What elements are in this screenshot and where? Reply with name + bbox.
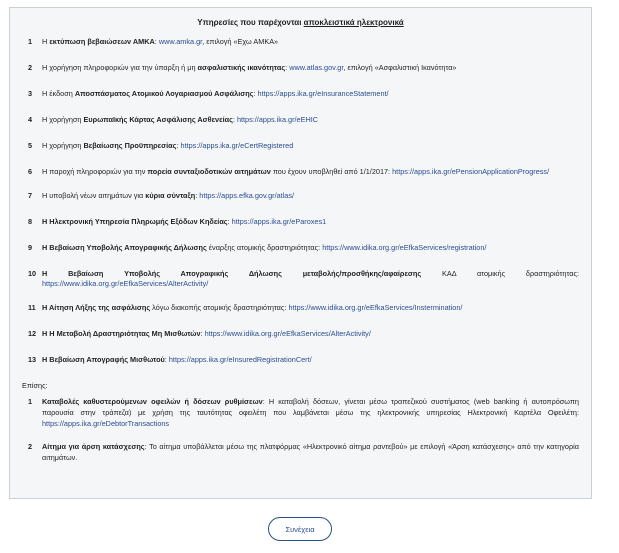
item-post: , επιλογή «Εχω ΑΜΚΑ» (202, 37, 279, 46)
item-bold-label: Αίτημα για άρση κατάσχεσης (42, 441, 145, 451)
service-item-number: 5 (28, 141, 33, 150)
item-bold-label: Η Βεβαίωση Απογραφής Μισθωτού (42, 354, 165, 364)
item-bold-label: Αποσπάσματος Ατομικού Λογαριασμού Ασφάλισης (74, 89, 254, 98)
item-mid: ΚΑΔ ατομικής δραστηριότητας: (421, 268, 579, 278)
item-bold-label: Ευρωπαϊκής Κάρτας Ασφάλισης Ασθενείας (83, 115, 233, 124)
service-item (22, 191, 579, 202)
extra-item (22, 396, 579, 429)
services-list (22, 37, 579, 365)
service-item (22, 89, 579, 100)
item-link[interactable]: https://apps.ika.gr/eInsuranceStatement/ (257, 89, 389, 98)
item-bold-label: ασφαλιστικής ικανότητας (197, 63, 286, 72)
item-mid: : (253, 89, 258, 98)
item-pre: Η χορήγηση (42, 115, 84, 124)
service-item-number: 7 (28, 190, 33, 200)
service-item-text (42, 329, 579, 340)
item-pre: Η παροχή πληροφοριών για την (42, 167, 148, 176)
item-bold-label: Καταβολές καθυστερούμενων οφειλών ή δόσεων ρυθμίσεων (42, 396, 263, 406)
item-link[interactable]: https://apps.ika.gr/ePensionApplicationProgress/ (392, 167, 550, 176)
item-pre: Η χορήγηση πληροφοριών για την ύπαρξη ή μη (42, 63, 198, 72)
service-item-text (42, 141, 579, 152)
item-pre: Η υποβολή νέων αιτημάτων για (42, 190, 146, 200)
service-item-number: 13 (28, 354, 37, 364)
service-item-text (42, 89, 579, 100)
service-item-number: 12 (28, 328, 37, 338)
service-item-text (42, 303, 579, 314)
service-item-number: 3 (28, 89, 33, 98)
item-link[interactable]: https://www.idika.org.gr/eEfkaServices/Instermination/ (288, 302, 463, 312)
extra-item (22, 441, 579, 463)
item-mid: : (200, 328, 205, 338)
service-item (22, 303, 579, 314)
service-item-text (42, 217, 579, 228)
item-mid: : (164, 354, 169, 364)
service-item-text (42, 355, 579, 366)
service-item-number: 10 (28, 268, 37, 278)
item-bold-label: Η Βεβαίωση Υποβολής Απογραφικής Δήλωσης μεταβολής/προσθήκης/αφαίρεσης (42, 268, 422, 278)
service-item (22, 355, 579, 366)
item-mid: : (227, 216, 232, 226)
services-panel (9, 7, 592, 499)
item-bold-label: Βεβαίωσης Προϋπηρεσίας (83, 141, 177, 150)
item-mid: : (154, 37, 159, 46)
item-pre: Η χορήγηση (42, 141, 84, 150)
service-item-text (42, 37, 579, 48)
service-item (22, 63, 579, 74)
item-mid: : (176, 141, 181, 150)
item-post: , επιλογή «Ασφαλιστική Ικανότητα» (343, 63, 457, 72)
item-bold-label: Η Αίτηση Λήξης της ασφάλισης (42, 302, 151, 312)
service-item-text (42, 243, 579, 254)
service-item (22, 167, 579, 178)
item-mid: που έχουν υποβληθεί από 1/1/2017: (270, 167, 393, 176)
item-mid: : Η καταβολή δόσεων, γίνεται μέσω τραπεζικού συστήματος (web banking ή αυτοπρόσωπη παρουσία στην τράπεζα) με χρήση της ταυτότητας οφειλέτη που λαμβάνεται μέσω της ηλεκτρονικής υπηρεσίας Ηλεκτρονική Καρτέλα Οφειλέτη: (42, 396, 579, 417)
item-bold-label: εκτύπωση βεβαιώσεων ΑΜΚΑ (49, 37, 155, 46)
item-link[interactable]: https://www.idika.org.gr/eEfkaServices/registration/ (322, 242, 487, 252)
item-mid: : (285, 63, 290, 72)
extra-item-number: 2 (28, 441, 33, 451)
item-pre: Η (42, 37, 50, 46)
extra-item-text (42, 441, 579, 463)
item-mid: λόγω διακοπής ατομικής δραστηριότητας: (150, 302, 289, 312)
item-mid: : (232, 115, 237, 124)
service-item-text (42, 191, 579, 202)
also-label: Επίσης: (22, 380, 48, 390)
extra-item-number: 1 (28, 396, 33, 406)
service-item (22, 243, 579, 254)
title-underlined: αποκλειστικά ηλεκτρονικά (303, 18, 404, 27)
item-bold-label: πορεία συνταξιοδοτικών αιτημάτων (147, 167, 271, 176)
item-bold-label: Η Η Μεταβολή Δραστηριότητας Μη Μισθωτών (42, 328, 201, 338)
item-bold-label: Η Βεβαίωση Υποβολής Απογραφικής Δήλωσης (42, 242, 207, 252)
panel-title (22, 18, 579, 27)
service-item-text (42, 167, 579, 178)
item-link[interactable]: https://apps.ika.gr/eEHIC (236, 115, 319, 124)
item-mid: έναρξης ατομικής δραστηριότητας: (206, 242, 323, 252)
service-item-number: 11 (28, 302, 36, 312)
service-item-text (42, 63, 579, 74)
item-pre: Η έκδοση (42, 89, 75, 98)
service-item-number: 6 (28, 167, 33, 176)
item-mid: : (195, 190, 200, 200)
item-link[interactable]: www.atlas.gov.gr (289, 63, 344, 72)
item-link[interactable]: https://apps.ika.gr/eDebtorTransactions (42, 418, 170, 428)
item-bold-label: Η Ηλεκτρονική Υπηρεσία Πληρωμής Εξόδων Κηδείας (42, 216, 228, 226)
item-link[interactable]: https://www.idika.org.gr/eEfkaServices/AlterActivity/ (204, 328, 371, 338)
item-link[interactable]: https://apps.efka.gov.gr/atlas/ (199, 190, 295, 200)
item-mid: : Το αίτημα υποβάλλεται μέσω της πλατφόρμας «Ηλεκτρονικό αίτημα ραντεβού» με επιλογή «Άρση κατάσχεσης» από την κατηγορία αιτημάτων. (42, 441, 579, 462)
item-link[interactable]: https://www.idika.org.gr/eEfkaServices/AlterActivity/ (42, 279, 209, 288)
continue-button[interactable]: Συνέχεια (268, 517, 332, 541)
extra-item-text (42, 396, 579, 429)
extra-list (22, 396, 579, 463)
item-link[interactable]: https://apps.ika.gr/eCertRegistered (180, 141, 294, 150)
service-item-number: 9 (28, 242, 33, 252)
service-item-number: 2 (28, 63, 33, 72)
service-item-number: 4 (28, 115, 33, 124)
item-bold-label: κύρια σύνταξη (145, 190, 196, 200)
title-prefix: Υπηρεσίες που παρέχονται (197, 18, 304, 27)
service-item-text (42, 269, 579, 290)
item-link[interactable]: www.amka.gr (158, 37, 203, 46)
service-item (22, 37, 579, 48)
item-link[interactable]: https://apps.ika.gr/eParoxes1 (231, 216, 327, 226)
service-item-text (42, 115, 579, 126)
service-item (22, 141, 579, 152)
service-item (22, 115, 579, 126)
service-item (22, 217, 579, 228)
service-item-number: 8 (28, 216, 33, 226)
service-item (22, 269, 579, 290)
item-link[interactable]: https://apps.ika.gr/eInsuredRegistrationCert/ (168, 354, 312, 364)
service-item-number: 1 (28, 37, 33, 46)
service-item (22, 329, 579, 340)
